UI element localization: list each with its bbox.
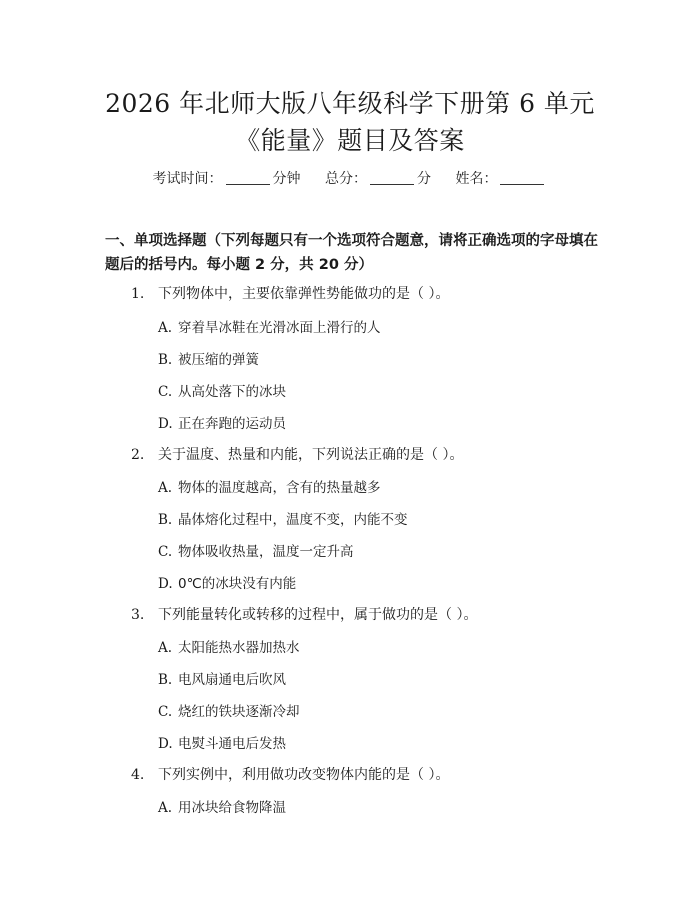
option-text: 正在奔跑的运动员 xyxy=(178,416,286,432)
option-letter: A. xyxy=(158,480,173,496)
question-3-option-b xyxy=(158,668,286,688)
exam-time-field xyxy=(153,171,305,187)
name-field xyxy=(455,171,547,187)
option-text: 太阳能热水器加热水 xyxy=(178,640,300,656)
name-label: 姓名： xyxy=(455,171,498,187)
question-2 xyxy=(131,444,463,464)
exam-info-line xyxy=(0,168,700,188)
option-text: 电风扇通电后吹风 xyxy=(178,672,286,688)
option-letter: D. xyxy=(158,576,173,592)
name-blank xyxy=(500,184,544,185)
exam-time-label: 考试时间： xyxy=(152,171,223,187)
question-1 xyxy=(131,283,449,303)
page-title: 2026 年北师大版八年级科学下册第 6 单元 xyxy=(105,89,595,118)
question-text: 下列能量转化或转移的过程中，属于做功的是（ ）。 xyxy=(158,607,478,623)
total-score-label: 总分： xyxy=(325,171,367,187)
question-4 xyxy=(131,764,449,784)
question-number: 4. xyxy=(131,767,145,783)
option-letter: A. xyxy=(158,640,173,656)
option-letter: A. xyxy=(158,320,173,336)
option-text: 被压缩的弹簧 xyxy=(178,352,259,368)
option-text: 烧红的铁块逐渐冷却 xyxy=(178,704,300,720)
question-1-option-b xyxy=(158,348,259,368)
option-text: 物体的温度越高，含有的热量越多 xyxy=(178,480,381,496)
exam-time-unit: 分钟 xyxy=(272,171,301,187)
total-score-unit: 分 xyxy=(417,171,431,187)
option-letter: D. xyxy=(158,736,173,752)
question-3-option-c xyxy=(158,700,300,720)
option-letter: C. xyxy=(158,704,173,720)
option-letter: C. xyxy=(158,544,173,560)
question-number: 1. xyxy=(131,286,145,302)
question-3-option-a xyxy=(158,636,300,656)
section-heading: 一、单项选择题（下列每题只有一个选项符合题意，请将正确选项的字母填在题后的括号内。每小题 2 分，共 20 分） xyxy=(105,233,598,273)
question-text: 关于温度、热量和内能，下列说法正确的是（ ）。 xyxy=(158,447,464,463)
option-text: 电熨斗通电后发热 xyxy=(178,736,286,752)
option-letter: B. xyxy=(158,512,173,528)
question-number: 2. xyxy=(131,447,145,463)
option-text: 用冰块给食物降温 xyxy=(178,800,286,816)
question-3-option-d xyxy=(158,732,286,752)
question-2-option-c xyxy=(158,540,354,560)
option-text: 物体吸收热量，温度一定升高 xyxy=(178,544,354,560)
page-subtitle: 《能量》题目及答案 xyxy=(235,126,465,155)
question-text: 下列实例中，利用做功改变物体内能的是（ ）。 xyxy=(158,767,450,783)
question-1-option-c xyxy=(158,380,286,400)
question-1-option-a xyxy=(158,316,381,336)
total-score-field xyxy=(325,171,435,187)
option-text: 0℃的冰块没有内能 xyxy=(178,576,297,592)
option-text: 穿着旱冰鞋在光滑冰面上滑行的人 xyxy=(178,320,381,336)
option-text: 从高处落下的冰块 xyxy=(178,384,286,400)
total-score-blank xyxy=(370,184,414,185)
question-2-option-a xyxy=(158,476,381,496)
question-1-option-d xyxy=(158,412,286,432)
question-text: 下列物体中，主要依靠弹性势能做功的是（ ）。 xyxy=(158,286,450,302)
option-letter: A. xyxy=(158,800,173,816)
exam-time-blank xyxy=(226,184,270,185)
question-3 xyxy=(131,604,477,624)
question-2-option-b xyxy=(158,508,408,528)
option-letter: B. xyxy=(158,672,173,688)
option-letter: B. xyxy=(158,352,173,368)
question-number: 3. xyxy=(131,607,145,623)
option-text: 晶体熔化过程中，温度不变，内能不变 xyxy=(178,512,408,528)
option-letter: D. xyxy=(158,416,173,432)
option-letter: C. xyxy=(158,384,173,400)
question-4-option-a xyxy=(158,796,286,816)
question-2-option-d xyxy=(158,572,296,592)
